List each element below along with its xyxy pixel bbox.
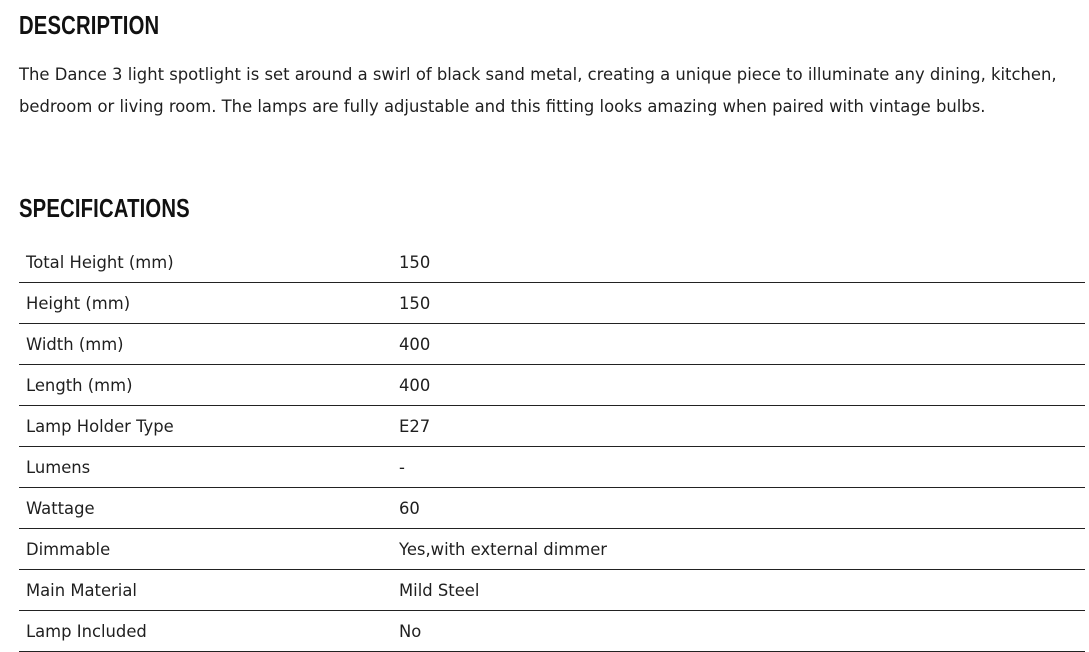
spec-label: Lamp Holder Type bbox=[19, 406, 392, 447]
spec-row-width bbox=[19, 324, 1085, 365]
spec-label: Lamp Included bbox=[19, 611, 392, 652]
spec-value: Mild Steel bbox=[392, 570, 1085, 611]
spec-label: Total Height (mm) bbox=[19, 242, 392, 283]
spec-label: Wattage bbox=[19, 488, 392, 529]
spec-label: Length (mm) bbox=[19, 365, 392, 406]
spec-value: E27 bbox=[392, 406, 1085, 447]
spec-row-lamp-included bbox=[19, 611, 1085, 652]
spec-row-lumens bbox=[19, 447, 1085, 488]
spec-value: Yes,with external dimmer bbox=[392, 529, 1085, 570]
spec-value: 150 bbox=[392, 283, 1085, 324]
spec-value: 150 bbox=[392, 242, 1085, 283]
spec-label: Height (mm) bbox=[19, 283, 392, 324]
spec-value: 400 bbox=[392, 365, 1085, 406]
spec-row-main-material bbox=[19, 570, 1085, 611]
description-heading: DESCRIPTION bbox=[19, 10, 160, 40]
spec-row-total-height bbox=[19, 242, 1085, 283]
spec-row-height bbox=[19, 283, 1085, 324]
spec-row-lamp-holder-type bbox=[19, 406, 1085, 447]
spec-label: Dimmable bbox=[19, 529, 392, 570]
spec-value: - bbox=[392, 447, 1085, 488]
spec-label: Lumens bbox=[19, 447, 392, 488]
specifications-table bbox=[19, 242, 1085, 652]
spec-row-wattage bbox=[19, 488, 1085, 529]
spec-value: 60 bbox=[392, 488, 1085, 529]
spec-row-length bbox=[19, 365, 1085, 406]
spec-row-dimmable bbox=[19, 529, 1085, 570]
spec-value: No bbox=[392, 611, 1085, 652]
spec-value: 400 bbox=[392, 324, 1085, 365]
specifications-heading: SPECIFICATIONS bbox=[19, 193, 190, 223]
description-text: The Dance 3 light spotlight is set around a swirl of black sand metal, creating a unique piece to illuminate any dining, kitchen, bedroom or living room. The lamps are fully adjustable and this fitting looks amazing when paired with vintage bulbs. bbox=[19, 65, 1057, 116]
spec-label: Width (mm) bbox=[19, 324, 392, 365]
spec-label: Main Material bbox=[19, 570, 392, 611]
